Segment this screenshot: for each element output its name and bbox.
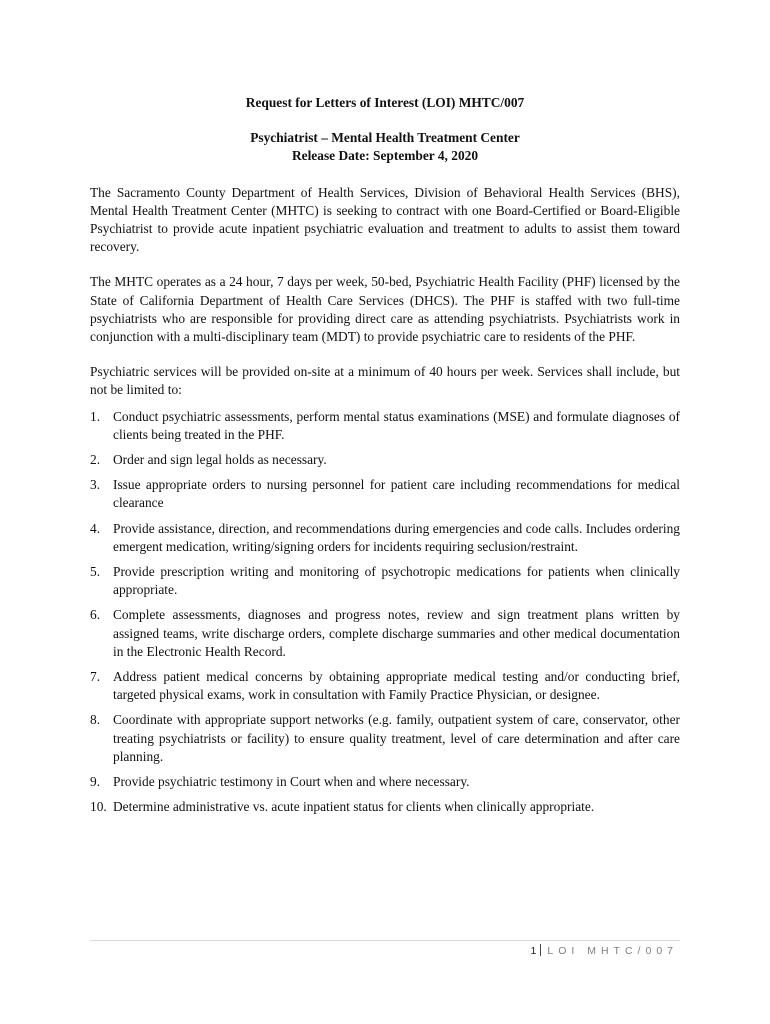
list-item-number: 10.: [90, 799, 107, 815]
release-date: Release Date: September 4, 2020: [291, 148, 479, 164]
list-item: [90, 798, 680, 816]
position-title: Psychiatrist – Mental Health Treatment Center: [250, 130, 520, 146]
list-item-number: 6.: [90, 607, 101, 623]
list-item-number: 3.: [90, 477, 101, 493]
list-item: [90, 563, 680, 599]
page-footer: [531, 944, 678, 957]
document-title: Request for Letters of Interest (LOI) MHTC/007: [245, 95, 525, 110]
list-item-text: Provide assistance, direction, and recommendations during emergencies and code calls. Includes ordering emergent medication, writing/signing orders for incidents requiring seclusion/restraint.: [113, 520, 680, 554]
list-item-number: 4.: [90, 520, 101, 536]
list-item-text: Issue appropriate orders to nursing personnel for patient care including recommendations for medical clearance: [113, 477, 680, 511]
services-list: [90, 408, 680, 817]
list-item: [90, 451, 680, 469]
list-item-text: Provide prescription writing and monitoring of psychotropic medications for patients when clinically appropriate.: [113, 564, 680, 598]
list-item-text: Conduct psychiatric assessments, perform mental status examinations (MSE) and formulate diagnoses of clients being treated in the PHF.: [113, 408, 680, 442]
services-intro-paragraph: Psychiatric services will be provided on-site at a minimum of 40 hours per week. Services shall include, but not be limited to:: [90, 364, 680, 398]
list-item: [90, 711, 680, 766]
page-number: 1: [530, 945, 537, 957]
list-item: [90, 773, 680, 791]
list-item-text: Address patient medical concerns by obtaining appropriate medical testing and/or conducting brief, targeted physical exams, work in consultation with Family Practice Physician, or designee.: [113, 669, 680, 703]
list-item-number: 8.: [90, 712, 101, 728]
list-item-number: 7.: [90, 669, 101, 685]
list-item-number: 5.: [90, 564, 101, 580]
list-item-text: Provide psychiatric testimony in Court when and where necessary.: [113, 774, 470, 790]
list-item: [90, 606, 680, 661]
footer-divider: [90, 940, 680, 941]
list-item-number: 2.: [90, 452, 101, 468]
list-item-text: Coordinate with appropriate support networks (e.g. family, outpatient system of care, conservator, other treating psychiatrists or facility) to ensure quality treatment, level of care determination and after care planning.: [113, 712, 680, 764]
list-item-text: Determine administrative vs. acute inpatient status for clients when clinically appropriate.: [113, 799, 595, 815]
footer-separator: [540, 944, 541, 956]
intro-paragraph: The Sacramento County Department of Health Services, Division of Behavioral Health Services (BHS), Mental Health Treatment Center (MHTC) is seeking to contract with one Board-Certified or Board-Eligible Psychiatrist to provide acute inpatient psychiatric evaluation and treatment to adults to assist them toward recovery.: [90, 184, 680, 255]
list-item-number: 9.: [90, 774, 101, 790]
list-item: [90, 476, 680, 512]
list-item-text: Order and sign legal holds as necessary.: [113, 452, 327, 468]
list-item: [90, 408, 680, 444]
list-item: [90, 668, 680, 704]
footer-label: LOI MHTC/007: [547, 945, 678, 957]
list-item-number: 1.: [90, 408, 101, 424]
list-item: [90, 520, 680, 556]
facility-paragraph: The MHTC operates as a 24 hour, 7 days per week, 50-bed, Psychiatric Health Facility (PHF) licensed by the State of California Department of Health Care Services (DHCS). The PHF is staffed with two full-time psychiatrists who are responsible for providing direct care as attending psychiatrists. Psychiatrists work in conjunction with a multi-disciplinary team (MDT) to provide psychiatric care to residents of the PHF.: [90, 274, 680, 345]
list-item-text: Complete assessments, diagnoses and progress notes, review and sign treatment plans written by assigned teams, write discharge orders, complete discharge summaries and other medical documentation in the Electronic Health Record.: [113, 607, 680, 659]
document-body: [90, 94, 680, 824]
